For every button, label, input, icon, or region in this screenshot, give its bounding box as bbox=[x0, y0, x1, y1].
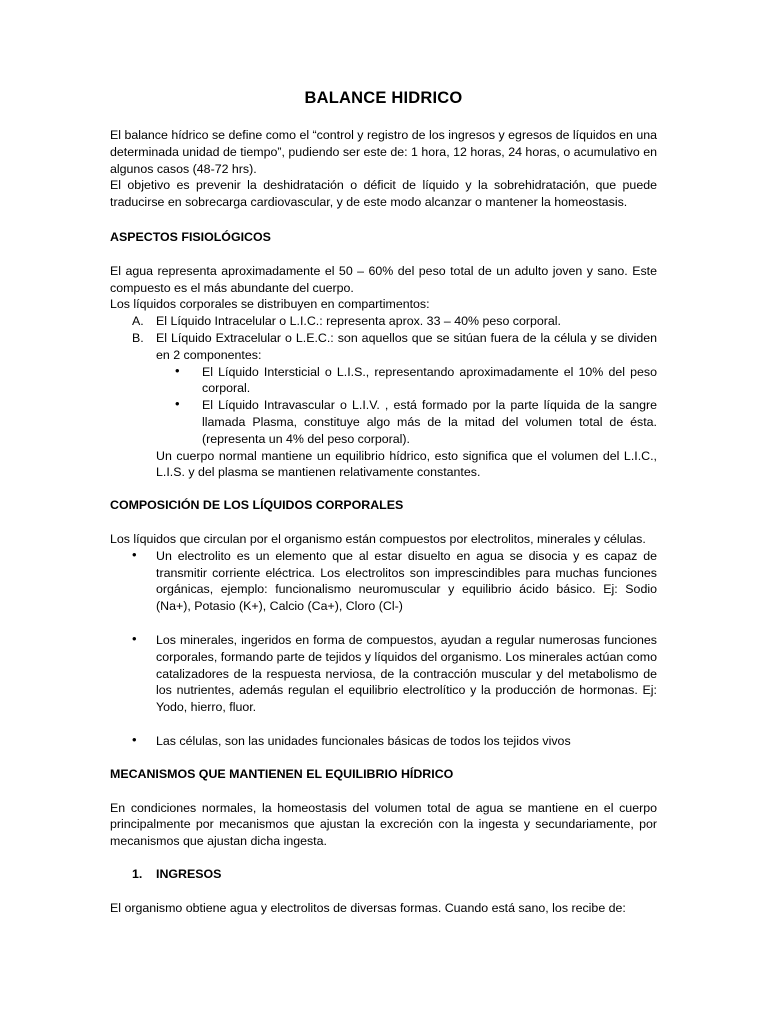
bullet-item bbox=[110, 733, 657, 750]
ingresos-paragraph: El organismo obtiene agua y electrolitos de diversas formas. Cuando está sano, los recibe de: bbox=[110, 900, 626, 915]
section-heading-mecanismos: MECANISMOS QUE MANTIENEN EL EQUILIBRIO HÍDRICO bbox=[110, 766, 454, 781]
list-item bbox=[110, 330, 657, 481]
bullet-item bbox=[110, 548, 657, 615]
section-heading-composicion: COMPOSICIÓN DE LOS LÍQUIDOS CORPORALES bbox=[110, 498, 404, 513]
sublist-item-text: El Líquido Intersticial o L.I.S., representando aproximadamente el 10% del peso corporal. bbox=[202, 364, 657, 396]
extracellular-sublist bbox=[156, 364, 657, 448]
spacer bbox=[110, 615, 657, 632]
sublist-item bbox=[156, 364, 657, 398]
composition-bullets bbox=[110, 548, 657, 750]
bullet-item-text: Los minerales, ingeridos en forma de compuestos, ayudan a regular numerosas funciones corporales, formando parte de tejidos y líquidos del organismo. Los minerales actúan como catalizadores de la respuesta nerviosa, de la contracción muscular y del metabolismo de los nutrientes, además regulan el equilibrio electrolítico y la producción de hormonas. Ej: Yodo, hierro, fluor. bbox=[156, 632, 657, 715]
document-body bbox=[110, 87, 657, 916]
bullet-icon: • bbox=[175, 362, 180, 378]
composicion-paragraph: Los líquidos que circulan por el organismo están compuestos por electrolitos, minerales y células. bbox=[110, 531, 646, 546]
compartments-list bbox=[110, 313, 657, 481]
aspectos-paragraph-2: Los líquidos corporales se distribuyen en compartimentos: bbox=[110, 297, 430, 312]
document-title: BALANCE HIDRICO bbox=[304, 89, 463, 107]
subsection-number: 1. bbox=[132, 866, 143, 881]
subsection-title: INGRESOS bbox=[156, 866, 222, 881]
sublist-item bbox=[156, 397, 657, 447]
sublist-item-text: El Líquido Intravascular o L.I.V. , está formado por la parte líquida de la sangre llamada Plasma, constituye algo más de la mitad del volumen total de ésta. (representa un 4% del peso corporal). bbox=[202, 398, 657, 446]
bullet-icon: • bbox=[132, 731, 137, 747]
bullet-item-text: Las células, son las unidades funcionales básicas de todos los tejidos vivos bbox=[156, 733, 571, 748]
bullet-icon: • bbox=[132, 546, 137, 562]
list-item-text: El Líquido Extracelular o L.E.C.: son aquellos que se sitúan fuera de la célula y se dividen en 2 componentes: bbox=[156, 330, 657, 362]
bullet-icon: • bbox=[175, 396, 180, 412]
aspectos-paragraph-1: El agua representa aproximadamente el 50 – 60% del peso total de un adulto joven y sano. Este compuesto es el más abundante del cuerpo. bbox=[110, 263, 657, 295]
list-marker: A. bbox=[132, 314, 144, 329]
intro-paragraph-2: El objetivo es prevenir la deshidratación o déficit de líquido y la sobrehidratación, que puede traducirse en sobrecarga cardiovascular, y de este modo alcanzar o mantener la homeostasis. bbox=[110, 178, 657, 210]
spacer bbox=[110, 716, 657, 733]
equilibrium-note: Un cuerpo normal mantiene un equilibrio hídrico, esto significa que el volumen del L.I.C., L.I.S. y del plasma se mantienen relativamente constantes. bbox=[156, 448, 657, 480]
subsection-heading-ingresos bbox=[110, 866, 657, 883]
intro-paragraph-1: El balance hídrico se define como el “control y registro de los ingresos y egresos de líquidos en una determinada unidad de tiempo”, pudiendo ser este de: 1 hora, 12 horas, 24 horas, o acumulativo en algunos casos (48-72 hrs). bbox=[110, 128, 657, 176]
list-item bbox=[110, 313, 657, 330]
list-marker: B. bbox=[132, 330, 144, 345]
section-heading-aspectos: ASPECTOS FISIOLÓGICOS bbox=[110, 229, 271, 244]
bullet-item bbox=[110, 632, 657, 716]
list-item-text: El Líquido Intracelular o L.I.C.: representa aprox. 33 – 40% peso corporal. bbox=[156, 314, 561, 329]
bullet-icon: • bbox=[132, 630, 137, 646]
bullet-item-text: Un electrolito es un elemento que al estar disuelto en agua se disocia y es capaz de transmitir corriente eléctrica. Los electrolitos son imprescindibles para muchas funciones orgánicas, ejemplo: funcionalismo neuromuscular y equilibrio ácido básico. Ej: Sodio (Na+), Potasio (K+), Calcio (Ca+), Cloro (Cl-) bbox=[156, 548, 657, 614]
mecanismos-paragraph: En condiciones normales, la homeostasis del volumen total de agua se mantiene en el cuerpo principalmente por mecanismos que ajustan la excreción con la ingesta y secundariamente, por mecanismos que ajustan dicha ingesta. bbox=[110, 800, 657, 849]
